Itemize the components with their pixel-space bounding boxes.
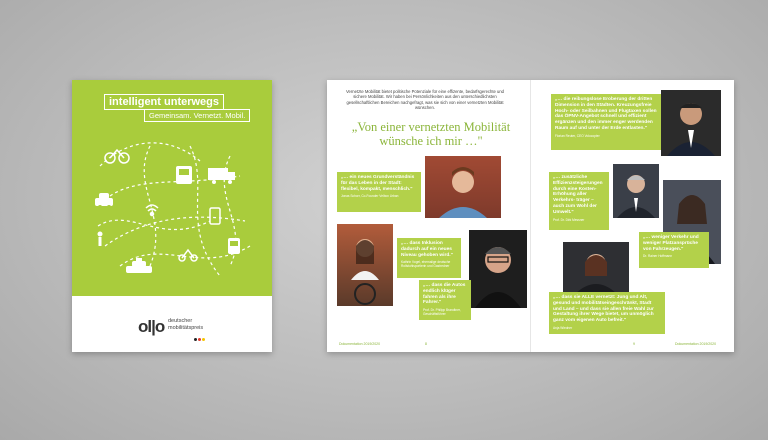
card-quote: „… zusätzliche Effizienzsteigerungen durch eine Kosten- Erhöhung aller Verkehrs- träger – auch zum Wohl der Umwelt." (553, 175, 603, 215)
tram-icon (228, 238, 240, 254)
quote-card (397, 238, 461, 278)
bicycle-icon (105, 150, 129, 163)
portrait-photo (613, 164, 659, 218)
bus-icon (176, 166, 192, 184)
mobility-network-illustration (90, 126, 258, 286)
footer-right: Dokumentation 2019/2020 (675, 342, 717, 346)
quote-card (419, 280, 471, 320)
card-author: Jonas Schorr, Co-Founder Velbox Urban (341, 194, 399, 199)
page-number-left: 8 (425, 342, 427, 346)
card-quote: „… dass die Autos endlich klüger fahren als ihre Fahrer." (423, 283, 466, 306)
smartphone-icon (210, 208, 220, 224)
page-number-right: 9 (633, 342, 635, 346)
cover-title: intelligent unterwegs (104, 94, 224, 110)
brochure-cover (72, 80, 272, 352)
card-quote: „… weniger Verkehr und weniger Platzansprüche von Fahrzeugen." (643, 235, 699, 252)
logo-dots (194, 328, 206, 346)
quote-card (551, 94, 661, 150)
portrait-photo (425, 156, 501, 218)
card-author: Prof. Dr. Dirk Messner (553, 217, 585, 222)
portrait-photo (563, 242, 629, 294)
card-author: Prof. Dr. Philipp Brandtner, Geschäftsführer (423, 308, 461, 317)
portrait-photo (661, 90, 721, 156)
portrait-photo (469, 230, 527, 308)
cover-subtitle: Gemeinsam. Vernetzt. Mobil. (144, 109, 250, 122)
card-author: Anja Wiedner (553, 325, 573, 330)
scooter-icon (179, 250, 197, 261)
intro-paragraph: Vernetzte Mobilität bietet politische Potenziale für eine effizente, bedarfsgerechte und sichere Mobilität. Wir haben bei Persönlichkeiten aus den unterschiedlichsten gesellschaftlichen Bereichen nachgefragt, was sie sich von einer vernetzten Mobilität wünschen. (346, 89, 504, 111)
card-quote: „… dass Inklusion dadurch auf ein neues Niveau gehoben wird." (401, 241, 453, 258)
taxi-icon (126, 258, 152, 273)
card-author: Florian Reuter, CEO Volocopter (555, 133, 600, 138)
quote-card (549, 172, 609, 230)
truck-icon (208, 168, 235, 184)
logo-text: deutscher mobilitätspreis (168, 318, 204, 331)
pedestrian-icon (98, 232, 103, 247)
card-author: Kathrin Vogel, ehemalige deutsche Rollstuhlsportlerin und Gastredner (401, 260, 451, 269)
card-quote: „… die reibungslose Eroberung der dritten Dimension in den Städten. Kreuzungsfreie Hoch- oder Seilbahnen und Flugtaxen sollen das ÖPNV-Angebot schnell und effizient ergänzen und den immer enger werdenden Raum auf und unter der Erde entlasten." (555, 97, 657, 131)
card-quote: „… ein neues Grundverständnis für das Leben in der Stadt: flexibel, kompakt, menschlich." (341, 175, 415, 192)
quote-card (639, 232, 709, 268)
headline-quote: „Von einer vernetzten Mobilität wünsche ich mir …" (351, 120, 511, 148)
brochure-spread (327, 80, 734, 352)
card-quote: „… dass sie ALLE vernetzt: Jung und Alt, gesund und mobilitätseingeschränkt, Stadt und Land – und dass sie allen freie Wahl zur Gestaltung ihrer Wege bietet, um unmöglich ganz vom eigenen Auto befreit." (553, 295, 654, 324)
cover-green-panel (72, 80, 272, 296)
quote-card (337, 172, 421, 212)
logo-mark: ol|o (138, 317, 165, 336)
portrait-photo (337, 224, 393, 306)
quote-card (549, 292, 665, 334)
footer-left: Dokumentation 2019/2020 (339, 342, 381, 346)
card-author: Dr. Rainer Hoffmann (643, 254, 672, 259)
page-fold (530, 80, 531, 352)
